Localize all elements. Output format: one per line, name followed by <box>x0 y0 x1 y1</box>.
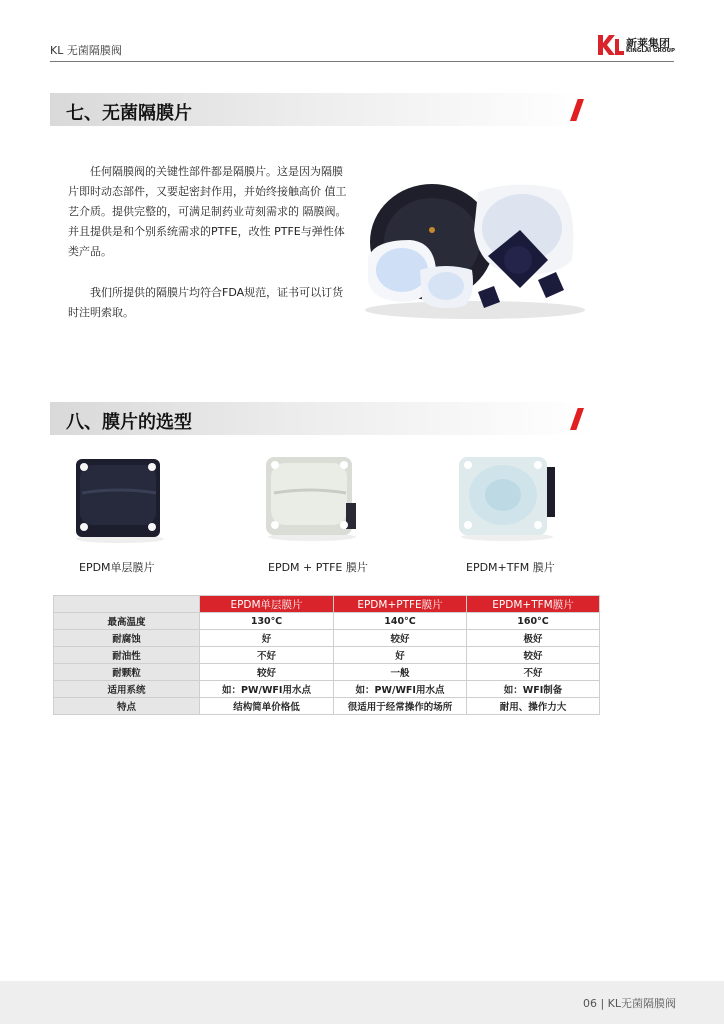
table-cell: 一般 <box>334 664 467 681</box>
table-row <box>54 664 600 681</box>
table-cell: 如：WFI制备 <box>467 681 600 698</box>
table-cell: 极好 <box>467 630 600 647</box>
section-7-paragraph-1: 任何隔膜阀的关键性部件都是隔膜片。这是因为隔膜 片即时动态部件，又要起密封作用，并始终接触高价 值工艺介质。提供完整的，可满足制药业苛刻需求的 隔膜阀。并且提供是和个别系统需求的PTFE，改性 PTFE与弹性体类产品。 <box>68 165 347 258</box>
section-7-paragraph-2: 我们所提供的隔膜片均符合FDA规范，证书可以订货时注明索取。 <box>68 286 344 319</box>
header-title: KL 无菌隔膜阀 <box>50 44 122 57</box>
footer-page-label: 06 | KL无菌隔膜阀 <box>582 997 676 1010</box>
table-cell: 140°C <box>334 613 467 630</box>
header-divider <box>50 61 674 62</box>
row-label: 最高温度 <box>54 613 200 630</box>
diaphragm-comparison-table <box>53 595 600 715</box>
table-header-row <box>54 596 600 613</box>
table-row <box>54 613 600 630</box>
table-cell: 结构简单价格低 <box>200 698 334 715</box>
caption-epdm-single: EPDM单层膜片 <box>79 561 155 574</box>
epdm-single-diaphragm-photo <box>70 455 170 545</box>
section-8-title: 八、膜片的选型 <box>66 412 192 433</box>
diaphragm-product-photo <box>360 170 588 322</box>
table-cell: 不好 <box>467 664 600 681</box>
table-corner-cell <box>54 596 200 613</box>
table-row <box>54 630 600 647</box>
logo-chinese-text: 新莱集团 <box>626 37 670 50</box>
red-slash-icon <box>570 99 584 121</box>
epdm-tfm-diaphragm-photo <box>455 453 560 543</box>
column-header: EPDM单层膜片 <box>200 596 334 613</box>
kinglai-logo <box>596 33 676 57</box>
red-slash-icon <box>570 408 584 430</box>
table-cell: 好 <box>200 630 334 647</box>
table-cell: 较好 <box>200 664 334 681</box>
table-row <box>54 647 600 664</box>
table-cell: 很适用于经常操作的场所 <box>334 698 467 715</box>
table-cell: 160°C <box>467 613 600 630</box>
table-cell: 130℃ <box>200 613 334 630</box>
row-label: 耐颗粒 <box>54 664 200 681</box>
table-cell: 如：PW/WFI用水点 <box>200 681 334 698</box>
kl-logo-icon <box>596 33 624 57</box>
caption-epdm-ptfe: EPDM + PTFE 膜片 <box>268 561 368 574</box>
logo-english-text: KINGLAI GROUP <box>626 48 676 54</box>
row-label: 特点 <box>54 698 200 715</box>
table-cell: 耐用、操作力大 <box>467 698 600 715</box>
column-header: EPDM+TFM膜片 <box>467 596 600 613</box>
table-row <box>54 681 600 698</box>
table-cell: 较好 <box>467 647 600 664</box>
column-header: EPDM+PTFE膜片 <box>334 596 467 613</box>
section-7-title: 七、无菌隔膜片 <box>66 103 192 124</box>
table-cell: 不好 <box>200 647 334 664</box>
row-label: 耐腐蚀 <box>54 630 200 647</box>
row-label: 耐油性 <box>54 647 200 664</box>
table-cell: 如：PW/WFI用水点 <box>334 681 467 698</box>
row-label: 适用系统 <box>54 681 200 698</box>
table-cell: 较好 <box>334 630 467 647</box>
caption-epdm-tfm: EPDM+TFM 膜片 <box>466 561 555 574</box>
section-8-header <box>50 402 590 435</box>
section-7-header <box>50 93 590 126</box>
table-row <box>54 698 600 715</box>
table-cell: 好 <box>334 647 467 664</box>
epdm-ptfe-diaphragm-photo <box>262 453 362 543</box>
